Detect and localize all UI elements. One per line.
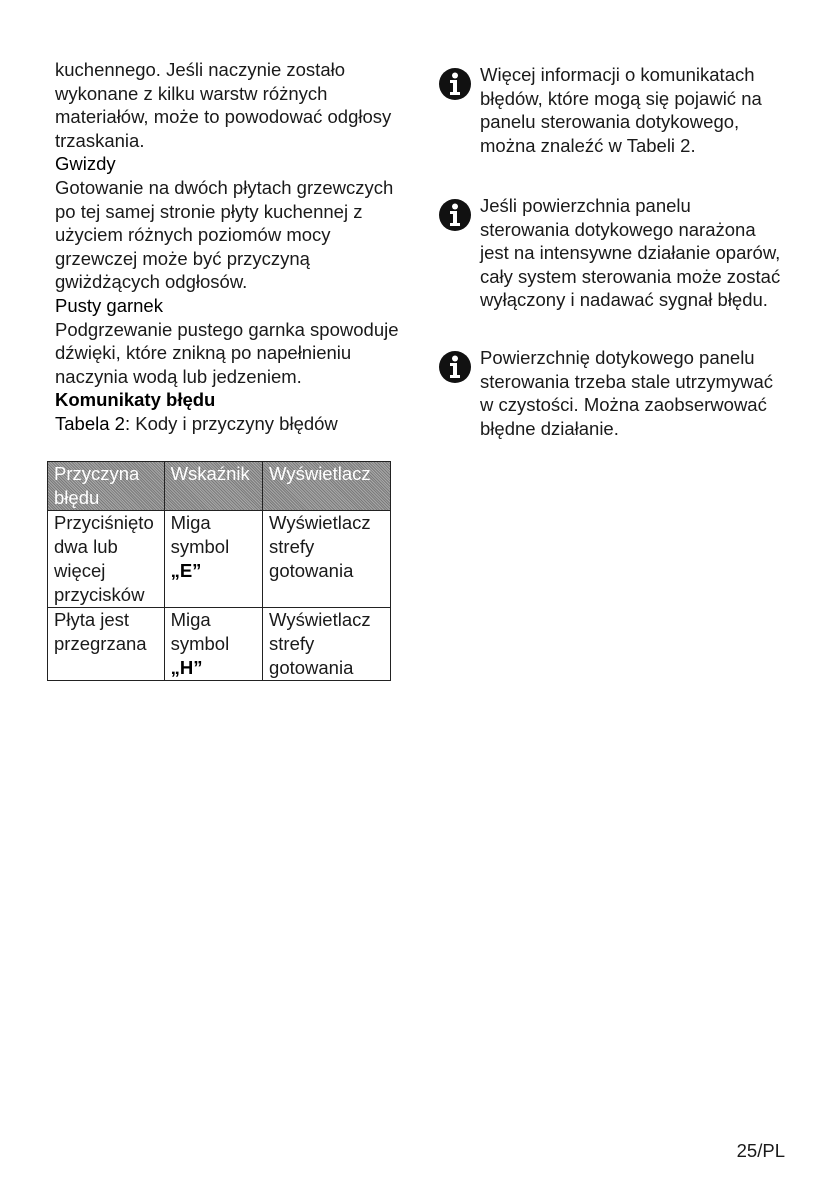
header-cause: Przyczyna błędu [48, 462, 165, 511]
cell-display: Wyświetlacz strefy gotowania [263, 511, 391, 608]
note-text: Więcej informacji o komunikatach błędów, które mogą się pojawić na panelu sterowania dotykowego, można znaleźć w Tabeli 2. [480, 64, 762, 156]
info-icon [438, 350, 472, 384]
left-column [55, 58, 400, 436]
info-note-2 [438, 194, 783, 312]
info-note-3 [438, 346, 783, 440]
table-row [48, 511, 391, 608]
header-display: Wyświetlacz [263, 462, 391, 511]
header-indicator: Wskaźnik [164, 462, 262, 511]
page-number: 25/PL [736, 1140, 785, 1161]
table-row [48, 608, 391, 681]
info-icon [438, 198, 472, 232]
section-heading-whistles: Gwizdy [55, 153, 116, 175]
cell-indicator [164, 608, 262, 681]
note-text: Powierzchnię dotykowego panelu sterowania trzeba stale utrzymywać w czystości. Można zaobserwować błędne działanie. [480, 347, 774, 439]
table-caption-label: Tabela 2: [55, 412, 131, 434]
section-body-empty-pot: Podgrzewanie pustego garnka spowoduje dźwięki, które znikną po napełnieniu naczynia wodą lub jedzeniem. [55, 318, 399, 387]
indicator-text: Miga symbol [170, 512, 230, 557]
cell-cause: Płyta jest przegrzana [48, 608, 165, 681]
section-heading-empty-pot: Pusty garnek [55, 294, 163, 316]
table-header-row [48, 462, 391, 511]
cell-indicator [164, 511, 262, 608]
table-caption [55, 412, 400, 436]
info-note-1 [438, 63, 783, 157]
info-icon [438, 67, 472, 101]
indicator-text: Miga symbol [170, 609, 230, 654]
intro-paragraph: kuchennego. Jeśli naczynie zostało wykonane z kilku warstw różnych materiałów, może to powodować odgłosy trzaskania. [55, 59, 392, 151]
indicator-code: „E” [170, 560, 202, 581]
indicator-code: „H” [170, 657, 203, 678]
table-caption-text: Kody i przyczyny błędów [130, 412, 338, 434]
error-codes-table [47, 461, 391, 681]
cell-display: Wyświetlacz strefy gotowania [263, 608, 391, 681]
section-body-whistles: Gotowanie na dwóch płytach grzewczych po tej samej stronie płyty kuchennej z użyciem różnych poziomów mocy grzewczej może być przyczyną gwiżdżących odgłosów. [55, 176, 394, 293]
note-text: Jeśli powierzchnia panelu sterowania dotykowego narażona jest na intensywne działanie oparów, cały system sterowania może zostać wyłączony i nadawać sygnał błędu. [480, 195, 781, 311]
error-messages-heading: Komunikaty błędu [55, 389, 216, 411]
cell-cause: Przyciśnięto dwa lub więcej przycisków [48, 511, 165, 608]
